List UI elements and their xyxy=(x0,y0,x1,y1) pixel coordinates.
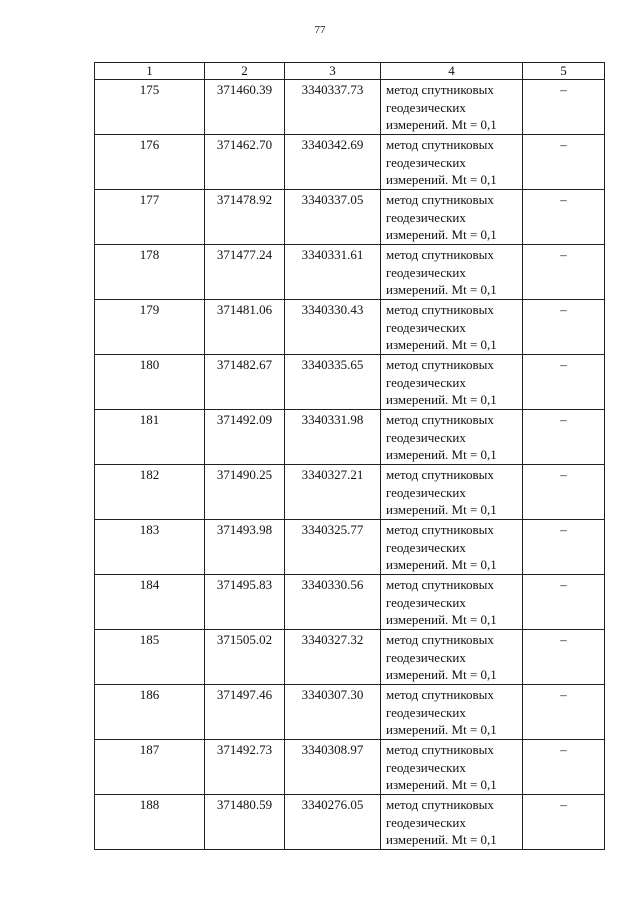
y-coordinate-cell: 3340330.43 xyxy=(285,300,381,355)
x-coordinate-cell: 371481.06 xyxy=(205,300,285,355)
method-line: метод спутниковых xyxy=(386,412,494,427)
method-line: измерений. Mt = 0,1 xyxy=(386,502,497,517)
note-cell: – xyxy=(523,465,605,520)
table-row xyxy=(95,685,605,740)
y-coordinate-cell: 3340330.56 xyxy=(285,575,381,630)
table-row xyxy=(95,355,605,410)
x-coordinate-cell: 371462.70 xyxy=(205,135,285,190)
method-line: геодезических xyxy=(386,484,466,500)
method-line: измерений. Mt = 0,1 xyxy=(386,667,497,682)
method-line: геодезических xyxy=(386,264,466,280)
method-cell xyxy=(381,465,523,520)
method-line: измерений. Mt = 0,1 xyxy=(386,612,497,627)
method-line: измерений. Mt = 0,1 xyxy=(386,337,497,352)
y-coordinate-cell: 3340307.30 xyxy=(285,685,381,740)
method-line: геодезических xyxy=(386,704,466,720)
method-cell xyxy=(381,685,523,740)
table-row xyxy=(95,190,605,245)
point-number-cell: 175 xyxy=(95,80,205,135)
method-line: геодезических xyxy=(386,594,466,610)
method-line: измерений. Mt = 0,1 xyxy=(386,282,497,297)
point-number-cell: 188 xyxy=(95,795,205,850)
method-line: метод спутниковых xyxy=(386,632,494,647)
method-line: геодезических xyxy=(386,319,466,335)
method-line: метод спутниковых xyxy=(386,577,494,592)
header-row xyxy=(95,63,605,80)
method-line: измерений. Mt = 0,1 xyxy=(386,392,497,407)
table-row xyxy=(95,245,605,300)
method-line: геодезических xyxy=(386,649,466,665)
method-cell xyxy=(381,410,523,465)
method-line: измерений. Mt = 0,1 xyxy=(386,832,497,847)
method-line: метод спутниковых xyxy=(386,82,494,97)
point-number-cell: 178 xyxy=(95,245,205,300)
table-row xyxy=(95,630,605,685)
method-line: измерений. Mt = 0,1 xyxy=(386,117,497,132)
table-row xyxy=(95,795,605,850)
column-header-3: 3 xyxy=(285,63,381,80)
method-line: геодезических xyxy=(386,99,466,115)
method-line: метод спутниковых xyxy=(386,137,494,152)
note-cell: – xyxy=(523,300,605,355)
y-coordinate-cell: 3340327.21 xyxy=(285,465,381,520)
x-coordinate-cell: 371480.59 xyxy=(205,795,285,850)
table-body xyxy=(95,80,605,850)
x-coordinate-cell: 371482.67 xyxy=(205,355,285,410)
column-header-5: 5 xyxy=(523,63,605,80)
x-coordinate-cell: 371493.98 xyxy=(205,520,285,575)
method-cell xyxy=(381,630,523,685)
x-coordinate-cell: 371492.09 xyxy=(205,410,285,465)
point-number-cell: 186 xyxy=(95,685,205,740)
table-row xyxy=(95,575,605,630)
method-cell xyxy=(381,795,523,850)
point-number-cell: 187 xyxy=(95,740,205,795)
method-cell xyxy=(381,135,523,190)
method-line: измерений. Mt = 0,1 xyxy=(386,557,497,572)
method-cell xyxy=(381,245,523,300)
y-coordinate-cell: 3340325.77 xyxy=(285,520,381,575)
x-coordinate-cell: 371478.92 xyxy=(205,190,285,245)
y-coordinate-cell: 3340335.65 xyxy=(285,355,381,410)
note-cell: – xyxy=(523,80,605,135)
y-coordinate-cell: 3340337.73 xyxy=(285,80,381,135)
point-number-cell: 183 xyxy=(95,520,205,575)
method-line: метод спутниковых xyxy=(386,687,494,702)
note-cell: – xyxy=(523,630,605,685)
x-coordinate-cell: 371460.39 xyxy=(205,80,285,135)
method-line: метод спутниковых xyxy=(386,797,494,812)
method-line: метод спутниковых xyxy=(386,467,494,482)
method-line: метод спутниковых xyxy=(386,192,494,207)
column-header-4: 4 xyxy=(381,63,523,80)
method-cell xyxy=(381,300,523,355)
point-number-cell: 181 xyxy=(95,410,205,465)
coordinates-table xyxy=(94,62,605,850)
method-line: измерений. Mt = 0,1 xyxy=(386,447,497,462)
method-line: метод спутниковых xyxy=(386,302,494,317)
y-coordinate-cell: 3340342.69 xyxy=(285,135,381,190)
point-number-cell: 177 xyxy=(95,190,205,245)
point-number-cell: 179 xyxy=(95,300,205,355)
method-line: геодезических xyxy=(386,374,466,390)
method-line: геодезических xyxy=(386,209,466,225)
x-coordinate-cell: 371497.46 xyxy=(205,685,285,740)
method-line: геодезических xyxy=(386,814,466,830)
note-cell: – xyxy=(523,135,605,190)
note-cell: – xyxy=(523,355,605,410)
method-line: метод спутниковых xyxy=(386,357,494,372)
x-coordinate-cell: 371490.25 xyxy=(205,465,285,520)
method-line: геодезических xyxy=(386,154,466,170)
y-coordinate-cell: 3340337.05 xyxy=(285,190,381,245)
table-row xyxy=(95,80,605,135)
note-cell: – xyxy=(523,795,605,850)
point-number-cell: 182 xyxy=(95,465,205,520)
point-number-cell: 176 xyxy=(95,135,205,190)
point-number-cell: 184 xyxy=(95,575,205,630)
table-row xyxy=(95,410,605,465)
method-cell xyxy=(381,575,523,630)
method-cell xyxy=(381,355,523,410)
note-cell: – xyxy=(523,245,605,300)
table-row xyxy=(95,465,605,520)
method-line: измерений. Mt = 0,1 xyxy=(386,227,497,242)
method-line: геодезических xyxy=(386,539,466,555)
method-line: измерений. Mt = 0,1 xyxy=(386,722,497,737)
page-number: 77 xyxy=(314,24,326,36)
method-cell xyxy=(381,80,523,135)
note-cell: – xyxy=(523,190,605,245)
note-cell: – xyxy=(523,410,605,465)
method-line: измерений. Mt = 0,1 xyxy=(386,172,497,187)
method-line: метод спутниковых xyxy=(386,247,494,262)
x-coordinate-cell: 371477.24 xyxy=(205,245,285,300)
method-line: метод спутниковых xyxy=(386,742,494,757)
table-row xyxy=(95,300,605,355)
method-line: геодезических xyxy=(386,429,466,445)
x-coordinate-cell: 371505.02 xyxy=(205,630,285,685)
note-cell: – xyxy=(523,685,605,740)
note-cell: – xyxy=(523,520,605,575)
method-cell xyxy=(381,190,523,245)
column-header-2: 2 xyxy=(205,63,285,80)
y-coordinate-cell: 3340308.97 xyxy=(285,740,381,795)
method-cell xyxy=(381,520,523,575)
table-row xyxy=(95,520,605,575)
point-number-cell: 185 xyxy=(95,630,205,685)
x-coordinate-cell: 371495.83 xyxy=(205,575,285,630)
x-coordinate-cell: 371492.73 xyxy=(205,740,285,795)
method-line: измерений. Mt = 0,1 xyxy=(386,777,497,792)
method-line: метод спутниковых xyxy=(386,522,494,537)
point-number-cell: 180 xyxy=(95,355,205,410)
method-line: геодезических xyxy=(386,759,466,775)
column-header-1: 1 xyxy=(95,63,205,80)
y-coordinate-cell: 3340327.32 xyxy=(285,630,381,685)
table-row xyxy=(95,740,605,795)
note-cell: – xyxy=(523,740,605,795)
y-coordinate-cell: 3340331.98 xyxy=(285,410,381,465)
table-row xyxy=(95,135,605,190)
note-cell: – xyxy=(523,575,605,630)
y-coordinate-cell: 3340331.61 xyxy=(285,245,381,300)
y-coordinate-cell: 3340276.05 xyxy=(285,795,381,850)
method-cell xyxy=(381,740,523,795)
